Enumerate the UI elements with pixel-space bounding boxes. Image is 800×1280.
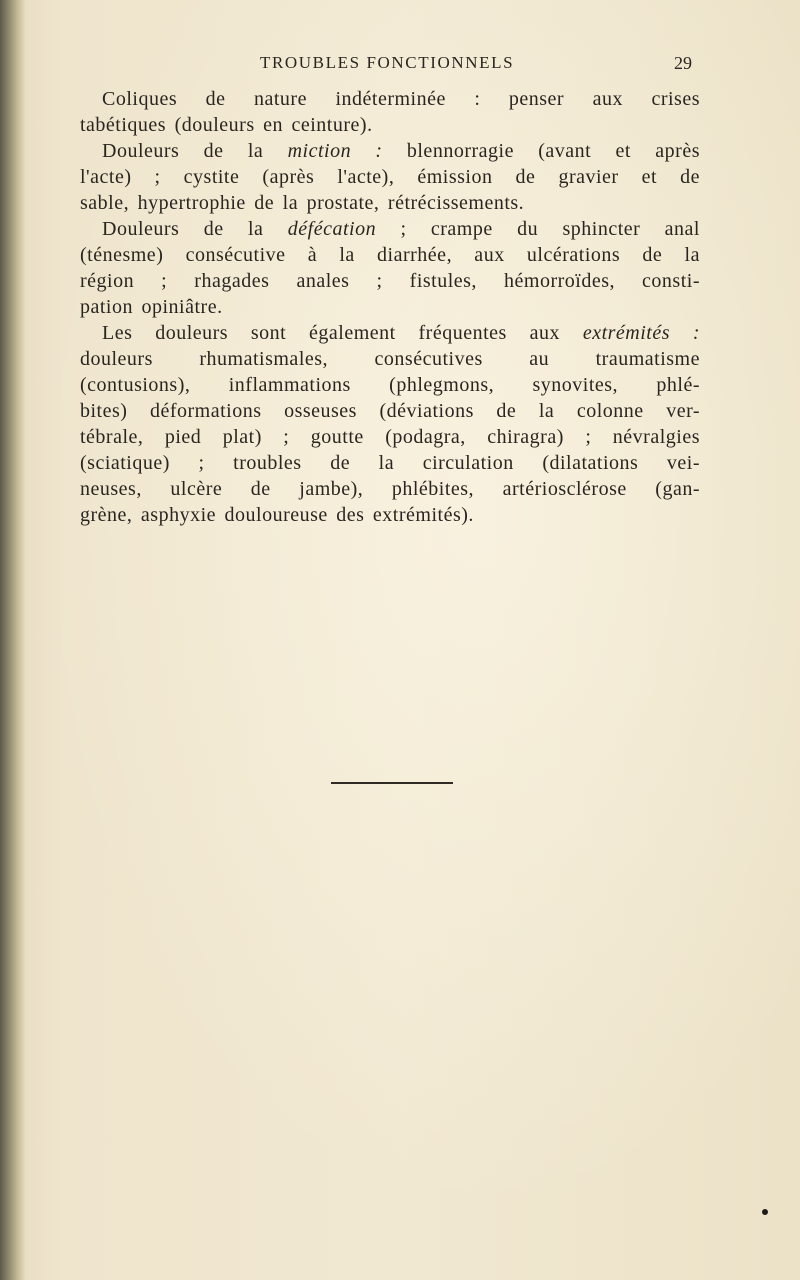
text-segment: (ténesme) consécutive à la diarrhée, aux ulcérations de la <box>80 244 700 266</box>
running-title: TROUBLES FONCTIONNELS <box>260 53 515 72</box>
ink-speck <box>762 1209 768 1215</box>
text-line <box>80 164 700 190</box>
text-line <box>80 86 700 112</box>
text-segment: région ; rhagades anales ; fistules, hémorroïdes, consti- <box>80 270 700 292</box>
text-line <box>80 190 700 216</box>
text-segment: grène, asphyxie douloureuse des extrémités). <box>80 504 474 526</box>
text-segment: sable, hypertrophie de la prostate, rétrécissements. <box>80 192 525 214</box>
text-line <box>80 242 700 268</box>
italic-segment: miction : <box>287 140 383 162</box>
text-line <box>80 294 700 320</box>
italic-segment: extrémités : <box>582 322 700 344</box>
text-segment: Les douleurs sont également fréquentes aux <box>102 322 583 344</box>
text-segment: bites) déformations osseuses (déviations de la colonne ver- <box>80 400 700 422</box>
paragraph <box>80 320 700 528</box>
body-text <box>80 86 700 528</box>
text-line <box>80 424 700 450</box>
text-segment: neuses, ulcère de jambe), phlébites, artériosclérose (gan- <box>80 478 700 500</box>
text-segment: pation opiniâtre. <box>80 296 223 318</box>
text-line <box>80 320 700 346</box>
text-line <box>80 112 700 138</box>
text-line <box>80 502 700 528</box>
text-segment: tébrale, pied plat) ; goutte (podagra, chiragra) ; névralgies <box>80 426 700 448</box>
text-segment: tabétiques (douleurs en ceinture). <box>80 114 373 136</box>
italic-segment: défécation <box>287 218 377 240</box>
section-end-rule <box>331 782 453 784</box>
text-line <box>80 372 700 398</box>
text-line <box>80 398 700 424</box>
page-gutter-shadow <box>0 0 26 1280</box>
text-segment: (sciatique) ; troubles de la circulation (dilatations vei- <box>80 452 700 474</box>
text-segment: l'acte) ; cystite (après l'acte), émission de gravier et de <box>80 166 700 188</box>
text-segment: blennorragie (avant et après <box>382 140 700 162</box>
text-segment: ; crampe du sphincter anal <box>376 218 700 240</box>
paragraph <box>80 216 700 320</box>
text-line <box>80 346 700 372</box>
text-segment: douleurs rhumatismales, consécutives au traumatisme <box>80 348 700 370</box>
text-line <box>80 138 700 164</box>
paragraph <box>80 86 700 138</box>
running-head <box>80 50 692 76</box>
text-segment: (contusions), inflammations (phlegmons, synovites, phlé- <box>80 374 700 396</box>
text-segment: Coliques de nature indéterminée : penser aux crises <box>102 88 700 110</box>
text-line <box>80 268 700 294</box>
page-number: 29 <box>674 53 692 73</box>
text-line <box>80 450 700 476</box>
paragraph <box>80 138 700 216</box>
text-line <box>80 476 700 502</box>
text-segment: Douleurs de la <box>102 218 288 240</box>
text-line <box>80 216 700 242</box>
text-segment: Douleurs de la <box>102 140 288 162</box>
